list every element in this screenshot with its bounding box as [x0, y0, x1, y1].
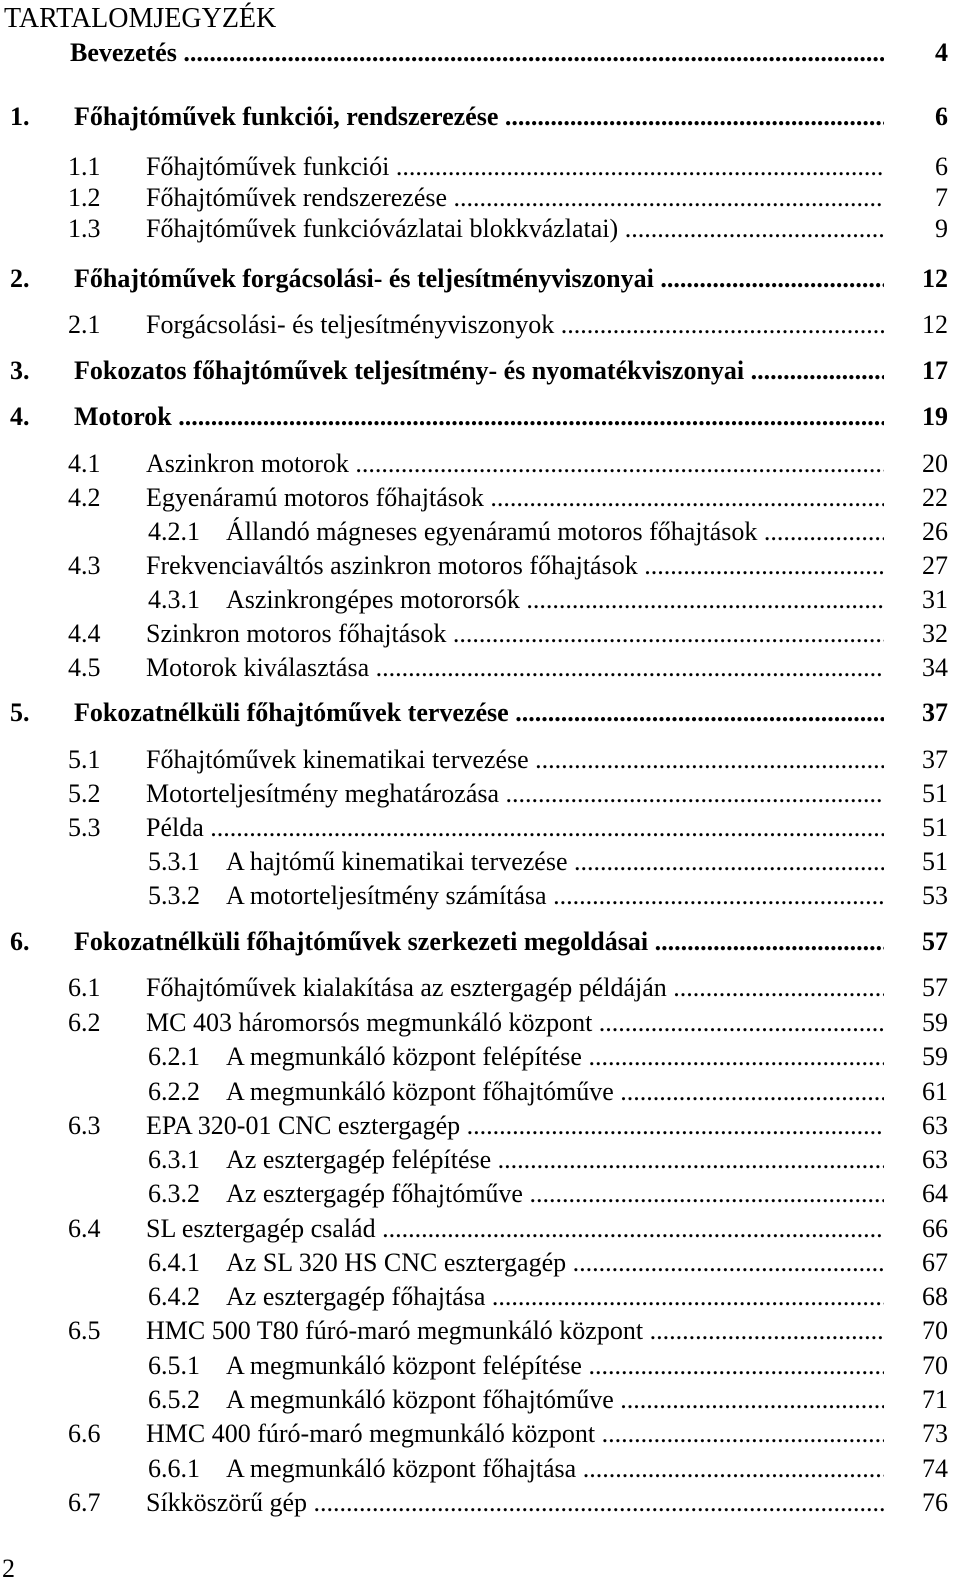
- toc-entry[interactable]: [148, 1040, 948, 1074]
- toc-entry-number: 5.3.2: [148, 881, 200, 910]
- toc-entry-text: Állandó mágneses egyenáramú motoros főhajtások .....: [226, 515, 884, 549]
- toc-entry-text: Forgácsolási- és teljesítményviszonyok .....: [146, 308, 884, 342]
- toc-entry-number: 4.3: [68, 551, 101, 580]
- toc-entry-page: 32: [922, 619, 948, 648]
- toc-entry-text: Az esztergagép felépítése .....: [226, 1143, 884, 1177]
- toc-entry-text: A megmunkáló központ felépítése .....: [226, 1040, 884, 1074]
- toc-entry-page: 76: [922, 1488, 948, 1517]
- toc-entry-page: 53: [922, 881, 948, 910]
- toc-entry-text: A motorteljesítmény számítása .....: [226, 879, 884, 913]
- toc-entry[interactable]: [68, 447, 948, 481]
- toc-entry-text: Motorok .....: [74, 400, 884, 434]
- toc-entry-page: 34: [922, 653, 948, 682]
- toc-entry-page: 9: [935, 214, 948, 243]
- toc-entry-text: Főhajtóművek funkcióvázlatai blokkvázlatai) .....: [146, 212, 884, 246]
- toc-title: TARTALOMJEGYZÉK: [4, 3, 277, 34]
- toc-entry[interactable]: [68, 743, 948, 777]
- toc-entry[interactable]: [68, 481, 948, 515]
- toc-entry-number: 5.: [10, 698, 30, 727]
- toc-entry-text: Motorok kiválasztása .....: [146, 651, 884, 685]
- toc-entry[interactable]: [10, 925, 948, 959]
- toc-entry-page: 31: [922, 585, 948, 614]
- toc-entry-text: A hajtómű kinematikai tervezése .....: [226, 845, 884, 879]
- toc-entry[interactable]: [68, 1417, 948, 1451]
- toc-entry-number: 6.3: [68, 1111, 101, 1140]
- toc-entry-page: 6: [935, 152, 948, 181]
- toc-entry-text: Frekvenciaváltós aszinkron motoros főhajtások .....: [146, 549, 884, 583]
- toc-entry-page: 37: [922, 745, 948, 774]
- toc-entry-text: Főhajtóművek rendszerezése .....: [146, 181, 884, 215]
- toc-entry[interactable]: [10, 696, 948, 730]
- toc-entry-page: 70: [922, 1351, 948, 1380]
- toc-entry-text: MC 403 háromorsós megmunkáló központ .....: [146, 1006, 884, 1040]
- toc-entry[interactable]: [148, 879, 948, 913]
- toc-entry-text: Főhajtóművek kialakítása az esztergagép példáján .....: [146, 971, 884, 1005]
- toc-entry[interactable]: [68, 1314, 948, 1348]
- page-number: 2: [2, 1554, 15, 1583]
- toc-entry[interactable]: [68, 971, 948, 1005]
- toc-entry-page: 12: [922, 310, 948, 339]
- toc-entry-number: 4.3.1: [148, 585, 200, 614]
- toc-entry-text: Fokozatnélküli főhajtóművek tervezése .....: [74, 696, 884, 730]
- toc-entry[interactable]: [148, 1452, 948, 1486]
- toc-entry-page: 70: [922, 1316, 948, 1345]
- toc-entry-text: Főhajtóművek funkciói .....: [146, 150, 884, 184]
- toc-entry-text: Fokozatnélküli főhajtóművek szerkezeti megoldásai .....: [74, 925, 884, 959]
- toc-entry-number: 2.: [10, 264, 30, 293]
- toc-entry-page: 63: [922, 1111, 948, 1140]
- toc-entry-text: Motorteljesítmény meghatározása .....: [146, 777, 884, 811]
- toc-entry-page: 7: [935, 183, 948, 212]
- toc-entry[interactable]: [68, 1109, 948, 1143]
- toc-entry[interactable]: [148, 1075, 948, 1109]
- toc-entry-page: 27: [922, 551, 948, 580]
- toc-entry-page: 51: [922, 813, 948, 842]
- toc-entry-number: 6.6: [68, 1419, 101, 1448]
- toc-entry-page: 66: [922, 1214, 948, 1243]
- toc-entry-number: 6.4.2: [148, 1282, 200, 1311]
- toc-entry[interactable]: [148, 1349, 948, 1383]
- toc-entry-page: 26: [922, 517, 948, 546]
- toc-entry-text: SL esztergagép család .....: [146, 1212, 884, 1246]
- toc-entry-text: Az esztergagép főhajtóműve .....: [226, 1177, 884, 1211]
- toc-entry[interactable]: [68, 1006, 948, 1040]
- toc-entry-text: HMC 500 T80 fúró-maró megmunkáló központ .....: [146, 1314, 884, 1348]
- toc-entry[interactable]: [10, 100, 948, 134]
- toc-entry-page: 4: [935, 38, 948, 67]
- toc-entry-text: Az SL 320 HS CNC esztergagép .....: [226, 1246, 884, 1280]
- toc-entry-text: Főhajtóművek forgácsolási- és teljesítményviszonyai .....: [74, 262, 884, 296]
- toc-entry[interactable]: [68, 777, 948, 811]
- toc-entry-number: 6.3.1: [148, 1145, 200, 1174]
- toc-entry[interactable]: [68, 549, 948, 583]
- toc-entry-page: 68: [922, 1282, 948, 1311]
- toc-entry-number: 6.2.1: [148, 1042, 200, 1071]
- toc-entry[interactable]: [10, 354, 948, 388]
- toc-entry-number: 6.5.2: [148, 1385, 200, 1414]
- toc-entry-page: 67: [922, 1248, 948, 1277]
- toc-entry-number: 6.: [10, 927, 30, 956]
- toc-entry-page: 64: [922, 1179, 948, 1208]
- toc-entry-page: 12: [922, 264, 948, 293]
- toc-entry[interactable]: [68, 651, 948, 685]
- toc-entry-page: 17: [922, 356, 948, 385]
- toc-entry-number: 4.2.1: [148, 517, 200, 546]
- toc-entry-page: 71: [922, 1385, 948, 1414]
- toc-entry-page: 6: [935, 102, 948, 131]
- toc-entry-text: A megmunkáló központ felépítése .....: [226, 1349, 884, 1383]
- toc-entry-page: 51: [922, 847, 948, 876]
- toc-entry-number: 1.3: [68, 214, 101, 243]
- toc-entry[interactable]: [68, 150, 948, 184]
- toc-entry-page: 57: [922, 927, 948, 956]
- toc-entry-number: 3.: [10, 356, 30, 385]
- toc-entry[interactable]: [10, 262, 948, 296]
- toc-entry-text: HMC 400 fúró-maró megmunkáló központ .....: [146, 1417, 884, 1451]
- toc-entry[interactable]: [68, 212, 948, 246]
- toc-entry[interactable]: [70, 36, 948, 70]
- toc-entry-text: A megmunkáló központ főhajtása .....: [226, 1452, 884, 1486]
- toc-entry-page: 51: [922, 779, 948, 808]
- toc-entry[interactable]: [10, 400, 948, 434]
- toc-entry-text: Szinkron motoros főhajtások .....: [146, 617, 884, 651]
- toc-entry-text: Síkköszörű gép .....: [146, 1486, 884, 1520]
- toc-entry-number: 6.2.2: [148, 1077, 200, 1106]
- toc-entry-text: Bevezetés .....: [70, 36, 884, 70]
- toc-entry-number: 6.7: [68, 1488, 101, 1517]
- toc-entry-number: 6.6.1: [148, 1454, 200, 1483]
- toc-entry-text: EPA 320-01 CNC esztergagép .....: [146, 1109, 884, 1143]
- toc-entry-number: 6.5: [68, 1316, 101, 1345]
- toc-entry-page: 20: [922, 449, 948, 478]
- toc-entry-number: 4.4: [68, 619, 101, 648]
- toc-entry-page: 59: [922, 1008, 948, 1037]
- toc-entry-number: 5.1: [68, 745, 101, 774]
- toc-entry[interactable]: [68, 617, 948, 651]
- toc-entry[interactable]: [148, 1383, 948, 1417]
- toc-entry[interactable]: [68, 1212, 948, 1246]
- toc-entry[interactable]: [68, 1486, 948, 1520]
- toc-entry-page: 59: [922, 1042, 948, 1071]
- toc-entry-number: 1.: [10, 102, 30, 131]
- toc-entry-number: 5.3: [68, 813, 101, 842]
- toc-entry-page: 74: [922, 1454, 948, 1483]
- toc-entry-page: 61: [922, 1077, 948, 1106]
- toc-entry-text: Fokozatos főhajtóművek teljesítmény- és nyomatékviszonyai .....: [74, 354, 884, 388]
- toc-entry-text: Aszinkrongépes motororsók .....: [226, 583, 884, 617]
- toc-entry-text: Főhajtóművek kinematikai tervezése .....: [146, 743, 884, 777]
- toc-entry-text: A megmunkáló központ főhajtóműve .....: [226, 1075, 884, 1109]
- toc-entry-number: 6.4.1: [148, 1248, 200, 1277]
- toc-entry-page: 57: [922, 973, 948, 1002]
- toc-entry-page: 73: [922, 1419, 948, 1448]
- toc-entry[interactable]: [148, 583, 948, 617]
- toc-entry[interactable]: [148, 845, 948, 879]
- toc-entry-number: 6.3.2: [148, 1179, 200, 1208]
- toc-entry[interactable]: [148, 515, 948, 549]
- toc-entry-text: Egyenáramú motoros főhajtások .....: [146, 481, 884, 515]
- toc-entry-text: Aszinkron motorok .....: [146, 447, 884, 481]
- toc-entry-number: 6.4: [68, 1214, 101, 1243]
- toc-entry-text: Példa .....: [146, 811, 884, 845]
- toc-entry-page: 22: [922, 483, 948, 512]
- toc-entry[interactable]: [148, 1280, 948, 1314]
- toc-entry-number: 4.: [10, 402, 30, 431]
- toc-entry-number: 6.1: [68, 973, 101, 1002]
- toc-entry-page: 19: [922, 402, 948, 431]
- toc-entry-number: 4.5: [68, 653, 101, 682]
- toc-entry[interactable]: [148, 1177, 948, 1211]
- toc-entry-page: 37: [922, 698, 948, 727]
- toc-entry-number: 5.2: [68, 779, 101, 808]
- toc-entry-number: 6.2: [68, 1008, 101, 1037]
- toc-entry-number: 1.1: [68, 152, 101, 181]
- toc-entry-number: 6.5.1: [148, 1351, 200, 1380]
- toc-entry-number: 5.3.1: [148, 847, 200, 876]
- toc-entry-page: 63: [922, 1145, 948, 1174]
- toc-entry-number: 1.2: [68, 183, 101, 212]
- toc-entry[interactable]: [68, 181, 948, 215]
- toc-entry[interactable]: [148, 1246, 948, 1280]
- toc-entry-text: A megmunkáló központ főhajtóműve .....: [226, 1383, 884, 1417]
- toc-entry-text: Az esztergagép főhajtása .....: [226, 1280, 884, 1314]
- toc-entry[interactable]: [68, 811, 948, 845]
- toc-entry-number: 2.1: [68, 310, 101, 339]
- toc-entry-number: 4.2: [68, 483, 101, 512]
- toc-entry[interactable]: [148, 1143, 948, 1177]
- toc-entry-number: 4.1: [68, 449, 101, 478]
- toc-entry[interactable]: [68, 308, 948, 342]
- toc-entry-text: Főhajtóművek funkciói, rendszerezése .....: [74, 100, 884, 134]
